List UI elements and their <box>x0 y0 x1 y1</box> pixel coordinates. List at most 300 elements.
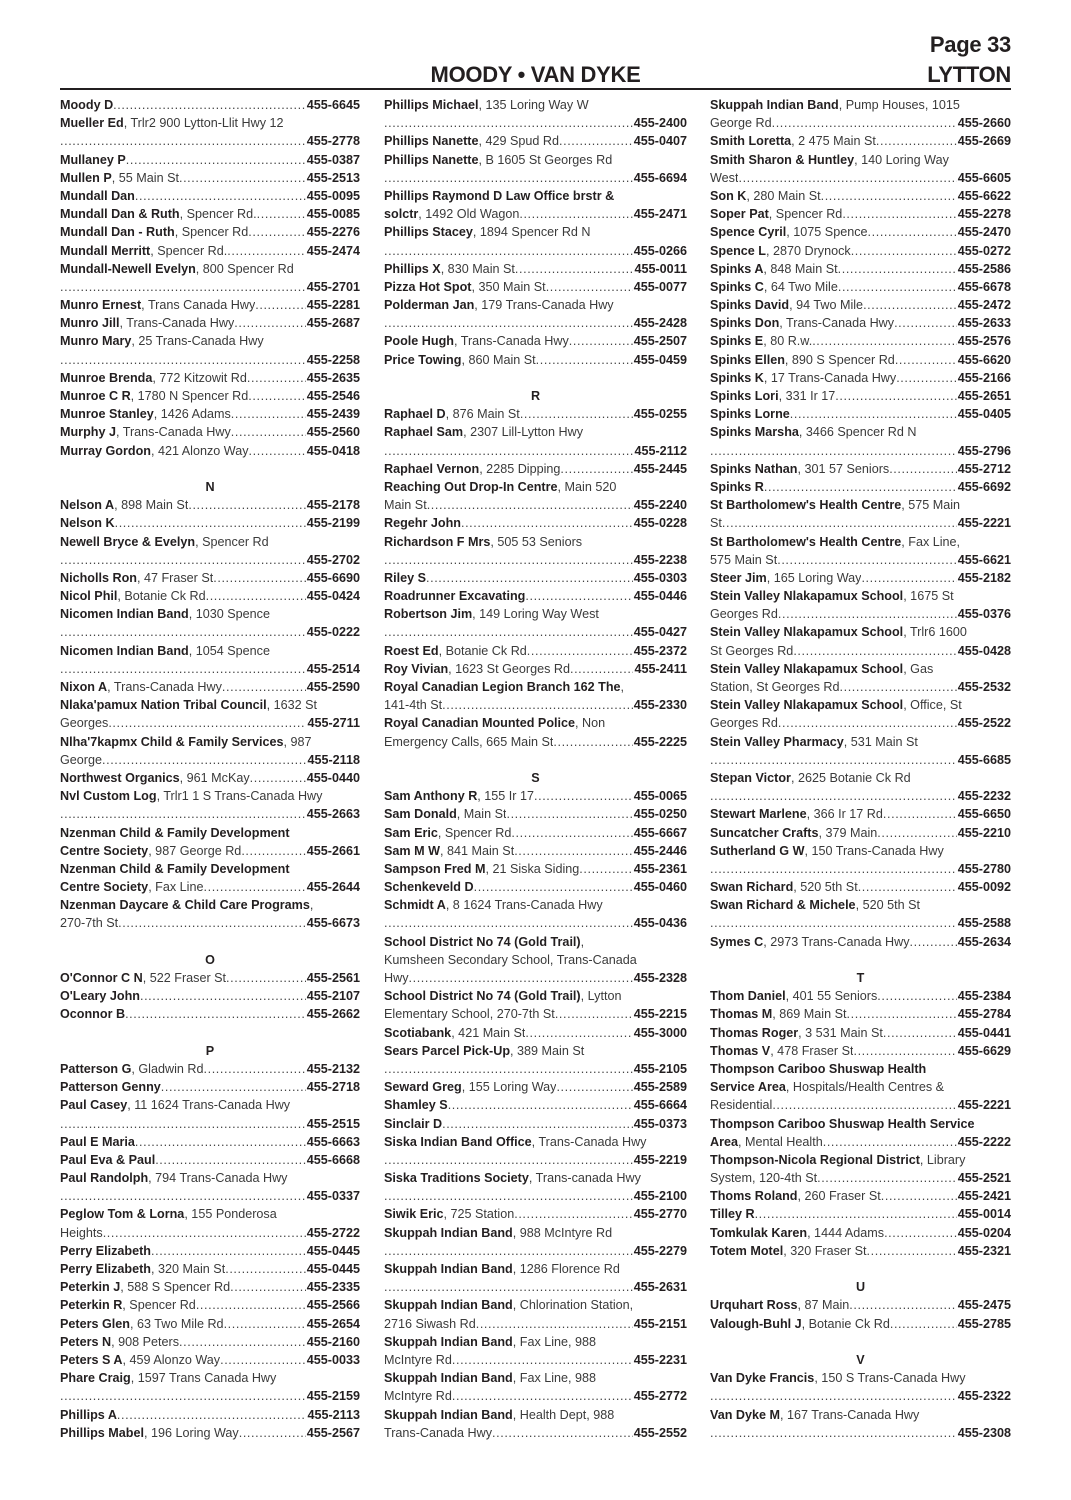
listing-text <box>60 369 247 387</box>
listing-address: , 459 Alonzo Way <box>122 1352 221 1367</box>
listing-name: Skuppah Indian Band <box>384 1262 513 1276</box>
listing-name: St Bartholomew's Health Centre <box>710 534 902 549</box>
listing-text <box>384 1205 514 1223</box>
listing-name: Spinks Marsha <box>710 425 799 440</box>
listing-entry <box>60 1424 360 1442</box>
dot-leader <box>231 405 306 423</box>
dot-leader <box>520 405 633 423</box>
phone-number: 455-2576 <box>957 334 1011 349</box>
listing-line <box>384 1133 687 1151</box>
dot-leader <box>847 1005 957 1023</box>
phone-number: 455-6692 <box>957 479 1011 494</box>
listing-name: Valough-Buhl J <box>710 1316 802 1331</box>
listing-address: , 366 Ir 17 Rd <box>806 807 883 822</box>
listing-name: Van Dyke Francis <box>710 1371 815 1386</box>
listing-line-with-phone <box>710 642 1011 660</box>
listing-line-with-phone <box>384 496 687 514</box>
listing-name: Richardson F Mrs <box>384 534 491 549</box>
listing-line <box>60 896 360 914</box>
listing-line-with-phone <box>710 1315 1011 1333</box>
listing-text <box>710 1096 772 1114</box>
dot-leader <box>250 769 306 787</box>
listing-address: , Spencer Rd <box>174 225 249 240</box>
phone-number: 455-2796 <box>957 443 1011 458</box>
phone-number: 455-6678 <box>957 279 1011 294</box>
listing-line-with-phone <box>710 1133 1011 1151</box>
listing-name: Swan Richard <box>710 880 794 895</box>
listing-line-with-phone <box>60 1424 360 1442</box>
listing-line-with-phone <box>384 623 687 641</box>
listing-name: Spinks K <box>710 370 764 385</box>
listing-name: Nicholls Ron <box>60 570 137 585</box>
listing-line <box>710 623 1011 641</box>
listing-text <box>384 460 560 478</box>
dot-leader <box>384 1242 633 1260</box>
listing-name: Totem Motel <box>710 1243 784 1258</box>
listing-name: Centre Society <box>60 843 149 858</box>
listing-entry <box>710 1315 1011 1333</box>
listing-line-with-phone <box>384 660 687 678</box>
listing-line <box>710 1078 1011 1096</box>
dot-leader <box>384 1187 633 1205</box>
dot-leader <box>222 678 306 696</box>
dot-leader <box>884 1224 957 1242</box>
listing-line <box>60 260 360 278</box>
listing-entry <box>710 478 1011 496</box>
listing-line-with-phone <box>384 642 687 660</box>
listing-entry <box>60 314 360 332</box>
listing-name: Siwik Eric <box>384 1207 444 1222</box>
listing-entry <box>710 805 1011 823</box>
listing-address: , 155 Ponderosa <box>184 1207 277 1222</box>
listing-name: Spinks A <box>710 261 764 276</box>
section-letter: U <box>855 1280 866 1295</box>
listing-text <box>710 1133 823 1151</box>
listing-entry <box>60 496 360 514</box>
listing-text <box>710 223 868 241</box>
listing-address: , 421 Alonzo Way <box>150 443 249 458</box>
listing-name: Murphy J <box>60 425 116 440</box>
listing-line-with-phone <box>60 187 360 205</box>
listing-line-with-phone <box>710 551 1011 569</box>
dot-leader <box>135 187 306 205</box>
listing-line-with-phone <box>60 151 360 169</box>
listing-entry <box>60 405 360 423</box>
listing-entry <box>710 132 1011 150</box>
listing-entry <box>384 987 687 1023</box>
listing-line-with-phone <box>60 205 360 223</box>
listing-address: , Spencer Rd. <box>179 207 257 222</box>
phone-number: 455-2219 <box>633 1152 687 1167</box>
phone-number: 455-2118 <box>307 752 360 767</box>
listing-entry <box>384 714 687 750</box>
listing-text <box>384 405 520 423</box>
listing-line-with-phone <box>384 733 687 751</box>
phone-number: 455-0303 <box>633 570 687 585</box>
listing-text <box>60 1424 239 1442</box>
dot-leader <box>812 332 957 350</box>
listing-entry <box>710 1205 1011 1223</box>
listing-line-with-phone <box>710 514 1011 532</box>
listing-address: George <box>60 752 103 767</box>
listing-address: , Spencer Rd <box>122 1298 196 1313</box>
listing-name: Spence L <box>710 243 766 258</box>
listing-name: Riley S <box>384 570 426 585</box>
phone-number: 455-2166 <box>957 370 1011 385</box>
listing-line-with-phone <box>710 933 1011 951</box>
phone-number: 455-2178 <box>306 498 360 513</box>
listing-line <box>384 896 687 914</box>
listing-entry <box>710 1296 1011 1314</box>
listing-address: , Trans-Canada Hwy <box>107 680 222 694</box>
listing-line <box>710 1406 1011 1424</box>
listing-text <box>710 242 851 260</box>
dot-leader <box>135 1133 306 1151</box>
listing-address: , Non <box>575 716 606 731</box>
listing-address: , 280 Main St <box>746 188 821 203</box>
listing-name: Soper Pat <box>710 207 769 222</box>
listing-address: , 848 Main St <box>763 261 838 276</box>
listing-entry <box>60 1333 360 1351</box>
listing-address: Residential <box>710 1098 773 1113</box>
listing-name: Schenkeveld D <box>384 880 474 895</box>
listing-name: Pizza Hot Spot <box>384 279 472 294</box>
dot-leader <box>384 169 633 187</box>
section-letter: O <box>205 952 215 967</box>
listing-name: Sam M W <box>384 843 440 858</box>
listing-text <box>710 478 764 496</box>
listing-address: , <box>580 934 585 949</box>
listing-entry <box>710 623 1011 659</box>
listing-name: Steer Jim <box>710 570 767 585</box>
listing-name: Skuppah Indian Band <box>384 1225 513 1240</box>
dot-leader <box>710 860 957 878</box>
listing-text <box>710 187 821 205</box>
listing-entry <box>710 824 1011 842</box>
dot-leader <box>896 369 957 387</box>
listing-address: , 520 5th St <box>793 880 858 895</box>
phone-number: 455-6650 <box>957 807 1011 822</box>
phone-number: 455-2222 <box>957 1134 1011 1149</box>
phone-number: 455-0085 <box>306 207 360 222</box>
listing-text <box>60 1005 125 1023</box>
listing-text <box>60 587 206 605</box>
dot-leader <box>546 278 633 296</box>
listing-entry <box>60 969 360 987</box>
section-letter: N <box>205 479 215 494</box>
listing-text <box>710 1005 847 1023</box>
listing-text <box>60 423 231 441</box>
listing-entry <box>710 987 1011 1005</box>
phone-number: 455-2446 <box>633 843 687 858</box>
listing-line-with-phone <box>384 405 687 423</box>
listing-line <box>384 533 687 551</box>
listing-entry <box>384 351 687 369</box>
listing-text <box>710 878 858 896</box>
phone-number: 455-6663 <box>306 1134 360 1149</box>
listing-line-with-phone <box>710 1205 1011 1223</box>
phone-number: 455-6664 <box>633 1098 687 1113</box>
listing-text <box>710 169 738 187</box>
dot-leader <box>60 1387 306 1405</box>
listing-line-with-phone <box>60 1406 360 1424</box>
listing-name: Centre Society <box>60 880 149 895</box>
listing-address: , 196 Loring Way <box>143 1425 239 1440</box>
listing-name: Murray Gordon <box>60 443 151 458</box>
listing-name: Symes C <box>710 934 764 949</box>
listing-entry <box>60 824 360 860</box>
listing-text <box>60 442 249 460</box>
listing-address: , 987 George Rd <box>148 843 242 858</box>
listing-text <box>384 351 536 369</box>
listing-name: Poole Hugh <box>384 334 454 349</box>
dot-leader <box>452 1387 633 1405</box>
phone-number: 455-2225 <box>633 734 687 749</box>
listing-name: Nzenman Child & Family Development <box>60 861 290 876</box>
phone-number: 455-2278 <box>957 207 1011 222</box>
dot-leader <box>817 1169 957 1187</box>
listing-address: , 320 Main St <box>151 1262 226 1276</box>
dot-leader <box>179 169 306 187</box>
listing-address: , 890 S Spencer Rd <box>784 352 895 367</box>
listing-line-with-phone <box>710 1096 1011 1114</box>
listing-address: , 961 McKay <box>179 770 250 785</box>
phone-number: 455-2132 <box>306 1061 360 1076</box>
listing-line-with-phone <box>60 1351 360 1369</box>
listing-entry <box>384 1369 687 1405</box>
listing-line-with-phone <box>710 223 1011 241</box>
listing-name: Stein Valley Nlakapamux School <box>710 589 904 604</box>
listing-line <box>384 1169 687 1187</box>
phone-number: 455-2182 <box>957 570 1011 585</box>
listing-line <box>384 187 687 205</box>
listing-line <box>384 1333 687 1351</box>
phone-number: 455-2669 <box>957 134 1011 149</box>
dot-leader <box>755 1205 957 1223</box>
phone-number: 455-0441 <box>957 1025 1011 1040</box>
listing-name: Spinks C <box>710 279 764 294</box>
dot-leader <box>103 1224 306 1242</box>
listing-name: School District No 74 (Gold Trail) <box>384 989 581 1004</box>
phone-number: 455-6694 <box>633 170 687 185</box>
listing-entry <box>710 205 1011 223</box>
listing-name: Spinks R <box>710 479 764 494</box>
listing-name: Patterson Genny <box>60 1080 161 1095</box>
listing-line-with-phone <box>384 314 687 332</box>
phone-number: 455-2335 <box>306 1280 360 1295</box>
listing-line-with-phone <box>384 1278 687 1296</box>
phone-number: 455-2361 <box>633 861 687 876</box>
listing-entry <box>384 678 687 714</box>
listing-address: McIntyre Rd <box>384 1389 452 1404</box>
listing-address: System, 120-4th St <box>710 1171 818 1186</box>
phone-number: 455-2258 <box>306 352 360 367</box>
listing-line-with-phone <box>60 569 360 587</box>
phone-number: 455-6667 <box>633 825 687 840</box>
listing-line-with-phone <box>384 1060 687 1078</box>
dot-leader <box>161 1078 306 1096</box>
listing-line-with-phone <box>710 860 1011 878</box>
listing-line-with-phone <box>710 332 1011 350</box>
listing-address: , Botanie Ck Rd <box>117 589 206 604</box>
phone-number: 455-0222 <box>306 625 360 640</box>
listing-text <box>60 1133 135 1151</box>
listing-name: Newell Bryce & Evelyn <box>60 534 196 549</box>
dot-leader <box>224 1315 306 1333</box>
dot-leader <box>461 514 633 532</box>
listing-line <box>384 1296 687 1314</box>
listing-name: Royal Canadian Legion Branch 162 The <box>384 680 621 694</box>
dot-leader <box>442 696 633 714</box>
listing-name: Munroe Brenda <box>60 370 153 385</box>
listing-line-with-phone <box>384 824 687 842</box>
listing-entry <box>384 533 687 569</box>
listing-entry <box>60 678 360 696</box>
listing-entry <box>60 151 360 169</box>
listing-text <box>710 205 842 223</box>
listing-address: , 155 Ir 17 <box>477 789 535 804</box>
phone-number: 455-2635 <box>306 370 360 385</box>
listing-entry <box>60 169 360 187</box>
listing-entry <box>384 460 687 478</box>
listing-name: Sinclair D <box>384 1116 443 1131</box>
dot-leader <box>60 132 306 150</box>
phone-number: 455-2711 <box>307 716 360 731</box>
listing-line-with-phone <box>710 369 1011 387</box>
listing-address: , 2973 Trans-Canada Hwy <box>763 934 910 949</box>
listing-line-with-phone <box>60 1005 360 1023</box>
listing-line-with-phone <box>384 914 687 932</box>
phone-number: 455-2276 <box>306 225 360 240</box>
listing-entry <box>60 1260 360 1278</box>
listing-name: Paul E Maria <box>60 1134 135 1149</box>
phone-number: 455-2384 <box>957 989 1011 1004</box>
phone-number: 455-2702 <box>306 552 360 567</box>
listing-line-with-phone <box>384 569 687 587</box>
phone-number: 455-2215 <box>633 1007 687 1022</box>
phone-number: 455-2472 <box>957 298 1011 313</box>
listing-entry <box>710 1151 1011 1187</box>
listing-line-with-phone <box>710 478 1011 496</box>
listing-text <box>384 969 409 987</box>
listing-address: George Rd <box>710 116 772 131</box>
listing-address: , 260 Fraser St <box>797 1189 881 1204</box>
listing-entry <box>710 369 1011 387</box>
dot-leader <box>534 787 633 805</box>
dot-leader <box>113 96 306 114</box>
listing-address: , 401 55 Seniors <box>785 989 878 1004</box>
phone-number: 455-6668 <box>306 1152 360 1167</box>
listing-address: , 1632 St <box>266 698 318 713</box>
listing-name: Nlha'7kapmx Child & Family Services <box>60 734 284 749</box>
dot-leader <box>838 260 957 278</box>
listing-address: , 1075 Spence <box>786 225 868 240</box>
listing-text <box>384 878 474 896</box>
listing-entry <box>384 1296 687 1332</box>
phone-number: 455-2552 <box>633 1425 687 1440</box>
listing-entry <box>60 1278 360 1296</box>
listing-line-with-phone <box>60 1296 360 1314</box>
listing-entry <box>710 933 1011 951</box>
listing-address: , 429 Spud Rd <box>478 134 560 149</box>
phone-number: 455-2474 <box>306 243 360 258</box>
listing-line <box>710 1369 1011 1387</box>
dot-leader <box>213 569 306 587</box>
listing-name: Nlaka'pamux Nation Tribal Council <box>60 698 267 713</box>
listing-text <box>60 314 234 332</box>
listing-name: Polderman Jan <box>384 298 475 313</box>
listing-text <box>60 242 227 260</box>
phone-number: 455-6645 <box>306 98 360 112</box>
listing-address: , 87 Main <box>797 1298 850 1313</box>
listing-name: Spinks Don <box>710 316 780 331</box>
listing-line-with-phone <box>60 914 360 932</box>
listing-entry <box>60 369 360 387</box>
listing-name: Roest Ed <box>384 643 439 658</box>
listing-line-with-phone <box>710 714 1011 732</box>
phone-number: 455-2151 <box>633 1316 687 1331</box>
listing-address: St Georges Rd <box>710 643 794 658</box>
listing-text <box>710 805 883 823</box>
listing-line-with-phone <box>710 878 1011 896</box>
listing-address: , 725 Station <box>443 1207 515 1222</box>
listing-name: Nixon A <box>60 680 108 694</box>
dot-leader <box>710 1424 957 1442</box>
listing-entry <box>60 769 360 787</box>
listing-address: , 1492 Old Wagon <box>418 207 520 222</box>
phone-number: 455-2238 <box>633 552 687 567</box>
dot-leader <box>474 878 633 896</box>
listing-entry <box>60 1406 360 1424</box>
listing-line <box>710 842 1011 860</box>
listing-line-with-phone <box>384 1205 687 1223</box>
dot-leader <box>225 1260 306 1278</box>
listing-name: Royal Canadian Mounted Police <box>384 716 576 731</box>
listing-line-with-phone <box>384 1115 687 1133</box>
listing-text <box>384 1005 555 1023</box>
listing-text <box>60 96 113 114</box>
listing-address: , 869 Main St <box>772 1007 847 1022</box>
listing-address: , Trans-Canada Hwy <box>115 425 231 440</box>
listing-text <box>384 733 553 751</box>
listing-line-with-phone <box>384 1315 687 1333</box>
listing-text <box>710 369 896 387</box>
phone-number: 455-0255 <box>633 407 687 422</box>
listing-text <box>60 987 140 1005</box>
listing-entry <box>60 605 360 641</box>
listing-entry <box>384 842 687 860</box>
dot-leader <box>60 660 306 678</box>
listing-entry <box>60 587 360 605</box>
listing-line-with-phone <box>384 878 687 896</box>
listing-entry <box>710 842 1011 878</box>
dot-leader <box>858 878 957 896</box>
listing-address: McIntyre Rd <box>384 1352 452 1367</box>
listing-entry <box>384 405 687 423</box>
listing-address: , Fax Line, 988 <box>512 1371 597 1386</box>
listing-entry <box>384 933 687 988</box>
listing-line-with-phone <box>60 969 360 987</box>
listing-name: Thompson Cariboo Shuswap Health Service <box>710 1116 975 1131</box>
listing-line-with-phone <box>384 587 687 605</box>
dot-leader <box>115 514 306 532</box>
dot-leader <box>227 242 305 260</box>
listing-line <box>384 1260 687 1278</box>
listing-entry <box>384 1115 687 1133</box>
listing-address: , 389 Main St <box>510 1043 585 1058</box>
listing-name: Mundall Dan & Ruth <box>60 207 180 222</box>
listing-name: Munro Mary <box>60 334 132 349</box>
